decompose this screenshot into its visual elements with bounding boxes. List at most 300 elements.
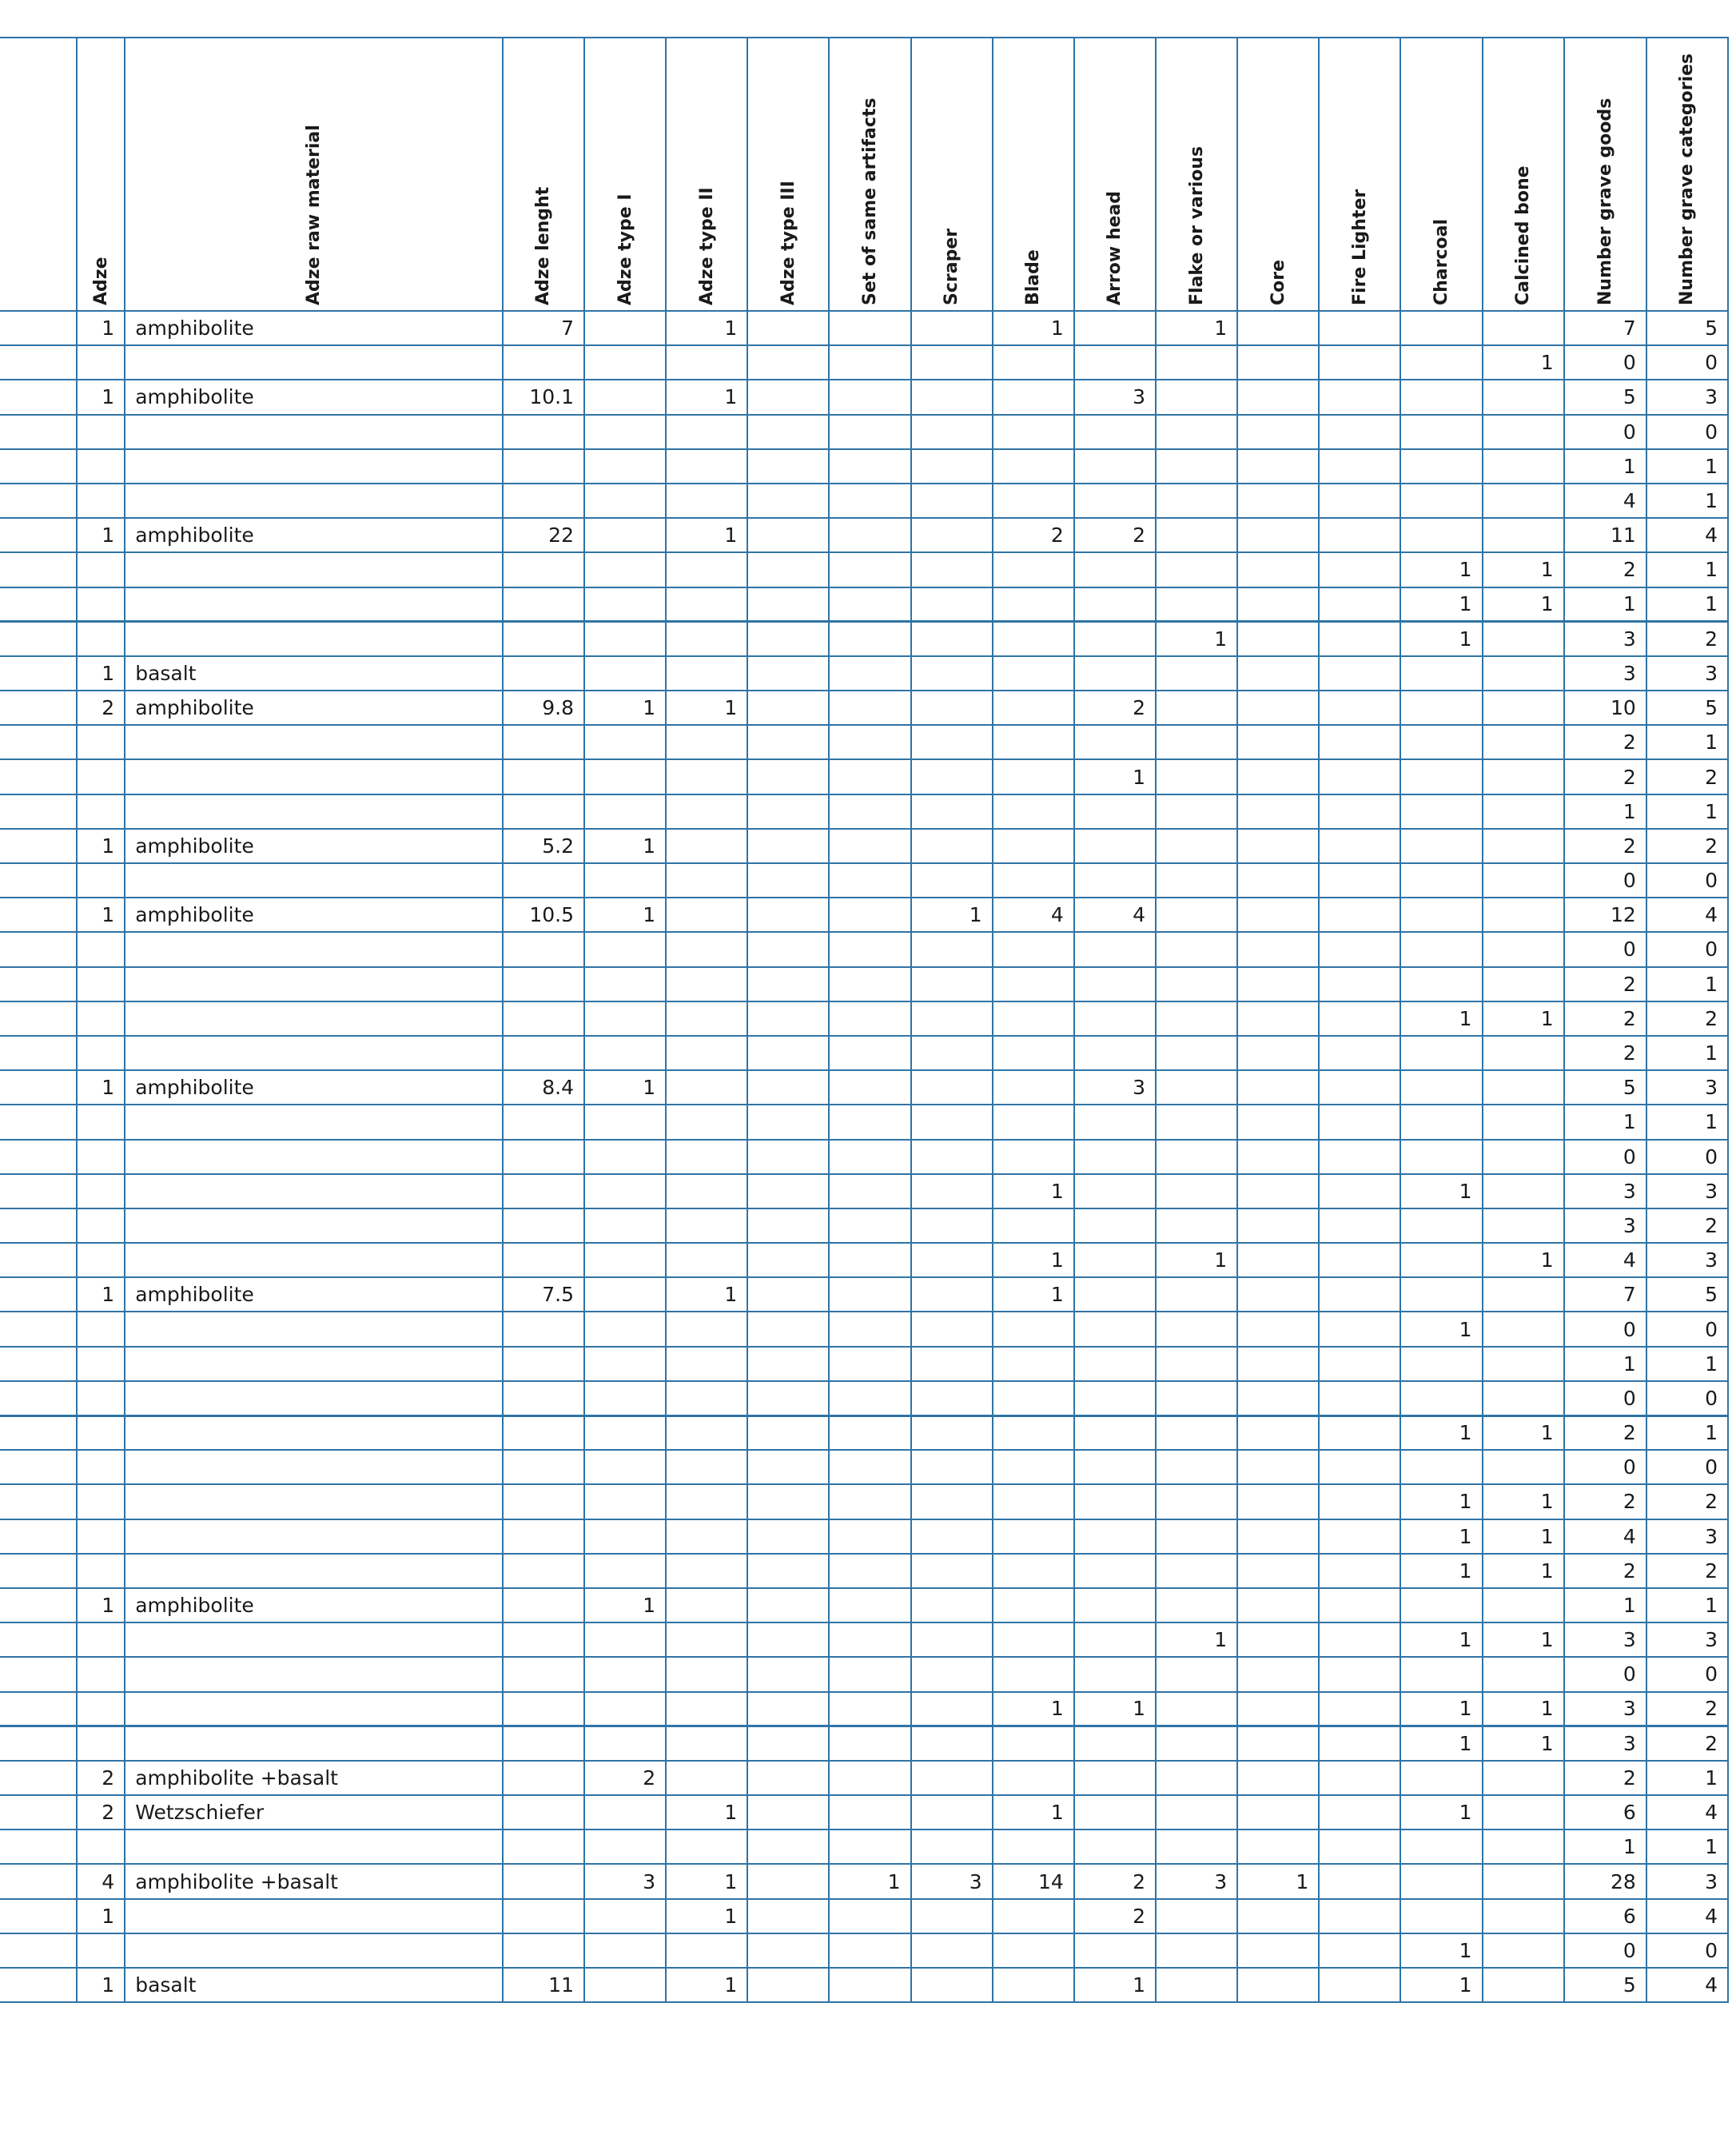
table-cell: 1	[1156, 311, 1237, 345]
table-cell: 1	[1483, 1484, 1564, 1519]
table-cell	[584, 1312, 666, 1346]
table-cell: 1	[77, 898, 125, 932]
table-cell	[503, 1726, 584, 1761]
table-cell	[1156, 691, 1237, 725]
table-cell: 1	[1400, 1001, 1482, 1036]
table-cell	[1237, 1692, 1319, 1726]
table-cell	[911, 552, 993, 587]
table-cell	[77, 587, 125, 622]
table-cell: 1	[1400, 1312, 1482, 1346]
table-cell	[0, 1105, 77, 1139]
grave-goods-table	[0, 37, 1729, 2003]
table-cell	[0, 1864, 77, 1898]
table-cell: 1	[1564, 1829, 1646, 1864]
table-cell	[584, 759, 666, 794]
column-header	[125, 38, 503, 311]
table-cell	[993, 1105, 1074, 1139]
column-header	[829, 38, 910, 311]
table-cell: 1	[1400, 1519, 1482, 1554]
table-cell: 3	[911, 1864, 993, 1898]
table-cell	[829, 932, 910, 966]
table-cell	[666, 345, 747, 380]
table-cell	[747, 1312, 829, 1346]
table-cell	[666, 1726, 747, 1761]
table-cell	[829, 1968, 910, 2002]
table-cell: 1	[1646, 967, 1728, 1001]
table-cell	[1156, 1036, 1237, 1070]
table-cell	[503, 1036, 584, 1070]
table-cell: 1	[77, 380, 125, 414]
table-cell	[1400, 1657, 1482, 1691]
table-row	[0, 1968, 1728, 2002]
table-cell: 4	[1564, 484, 1646, 518]
table-cell	[829, 656, 910, 691]
table-cell	[1319, 829, 1400, 863]
table-cell: 3	[1646, 1864, 1728, 1898]
table-cell	[829, 1208, 910, 1243]
table-cell: 1	[993, 1692, 1074, 1726]
table-cell	[1074, 967, 1156, 1001]
table-cell	[747, 622, 829, 656]
table-cell	[584, 1829, 666, 1864]
table-cell	[77, 1554, 125, 1588]
table-cell: 1	[77, 311, 125, 345]
table-cell	[993, 1829, 1074, 1864]
table-cell: 1	[1400, 1622, 1482, 1657]
table-cell	[0, 1968, 77, 2002]
table-cell	[1483, 1174, 1564, 1208]
table-cell	[911, 863, 993, 898]
table-cell	[829, 1450, 910, 1484]
table-cell: 4	[1646, 1968, 1728, 2002]
table-cell	[1074, 1243, 1156, 1277]
table-cell	[747, 1899, 829, 1933]
table-cell	[666, 829, 747, 863]
table-cell	[993, 552, 1074, 587]
table-cell: 1	[1400, 1968, 1482, 2002]
table-cell: 2	[1564, 1001, 1646, 1036]
table-cell	[1237, 898, 1319, 932]
table-cell	[829, 1899, 910, 1933]
table-cell: 2	[1646, 1484, 1728, 1519]
table-cell	[0, 1174, 77, 1208]
table-cell	[1074, 1554, 1156, 1588]
table-cell	[0, 1036, 77, 1070]
table-cell	[503, 1381, 584, 1415]
table-cell	[911, 587, 993, 622]
table-cell: 1	[993, 1277, 1074, 1312]
table-cell	[503, 656, 584, 691]
table-cell: 1	[1646, 1761, 1728, 1795]
table-cell	[503, 1795, 584, 1829]
table-cell	[993, 1968, 1074, 2002]
table-cell	[125, 345, 503, 380]
table-cell	[1319, 1312, 1400, 1346]
table-cell: 1	[1400, 1933, 1482, 1968]
column-header-label: Adze lenght	[533, 186, 554, 305]
column-header-label: Core	[1268, 259, 1288, 305]
table-cell	[829, 311, 910, 345]
table-cell	[77, 484, 125, 518]
table-cell	[993, 1347, 1074, 1381]
table-cell: 1	[1483, 1243, 1564, 1277]
table-cell	[503, 622, 584, 656]
table-cell	[1074, 552, 1156, 587]
table-cell	[1156, 587, 1237, 622]
table-cell	[829, 1001, 910, 1036]
table-cell	[1319, 1415, 1400, 1450]
table-cell	[666, 656, 747, 691]
column-header	[1646, 38, 1728, 311]
table-cell	[829, 829, 910, 863]
table-cell: 2	[1646, 1692, 1728, 1726]
table-cell	[1319, 415, 1400, 449]
table-cell	[0, 1692, 77, 1726]
table-cell	[666, 1829, 747, 1864]
table-cell	[1400, 1864, 1482, 1898]
table-cell	[911, 1554, 993, 1588]
table-cell	[1400, 1899, 1482, 1933]
table-cell: 1	[993, 1795, 1074, 1829]
table-cell	[125, 1692, 503, 1726]
table-cell	[125, 863, 503, 898]
table-row	[0, 1105, 1728, 1139]
table-cell	[1483, 794, 1564, 829]
table-cell	[125, 759, 503, 794]
table-cell	[0, 449, 77, 484]
table-cell	[911, 656, 993, 691]
table-cell	[993, 794, 1074, 829]
table-cell	[1156, 829, 1237, 863]
table-cell	[1483, 449, 1564, 484]
table-cell	[1237, 932, 1319, 966]
table-cell	[1156, 1140, 1237, 1174]
column-header	[1237, 38, 1319, 311]
table-cell	[666, 1415, 747, 1450]
table-cell: 1	[666, 380, 747, 414]
table-cell: 5	[1646, 1277, 1728, 1312]
table-cell: 0	[1646, 1657, 1728, 1691]
table-cell	[584, 1208, 666, 1243]
table-cell	[666, 967, 747, 1001]
table-cell	[993, 932, 1074, 966]
table-cell: 1	[1564, 794, 1646, 829]
table-cell: 2	[1074, 1864, 1156, 1898]
table-cell	[584, 449, 666, 484]
table-row	[0, 691, 1728, 725]
table-cell	[747, 1105, 829, 1139]
table-cell: amphibolite	[125, 380, 503, 414]
table-cell	[1400, 725, 1482, 759]
table-cell	[1483, 415, 1564, 449]
table-cell	[584, 1415, 666, 1450]
table-cell	[747, 863, 829, 898]
table-cell	[1400, 1070, 1482, 1105]
table-cell: 5	[1564, 1070, 1646, 1105]
table-cell	[125, 1381, 503, 1415]
table-cell	[993, 1588, 1074, 1622]
table-cell: 0	[1564, 1381, 1646, 1415]
table-cell: 2	[993, 518, 1074, 552]
table-cell	[1074, 1140, 1156, 1174]
table-cell: 2	[1646, 1726, 1728, 1761]
table-cell	[1074, 829, 1156, 863]
table-cell	[0, 380, 77, 414]
table-cell: 1	[1483, 1519, 1564, 1554]
table-cell	[747, 1036, 829, 1070]
table-cell	[1237, 1070, 1319, 1105]
table-cell	[584, 1450, 666, 1484]
table-cell: 1	[666, 1277, 747, 1312]
table-cell	[1319, 1381, 1400, 1415]
table-cell	[666, 484, 747, 518]
table-cell	[584, 1657, 666, 1691]
table-cell: 5	[1646, 691, 1728, 725]
table-cell	[829, 1140, 910, 1174]
table-cell	[1237, 484, 1319, 518]
table-cell: 2	[1646, 1554, 1728, 1588]
table-cell	[0, 1588, 77, 1622]
table-cell	[1483, 1795, 1564, 1829]
table-cell	[666, 1105, 747, 1139]
table-cell	[1483, 967, 1564, 1001]
table-cell	[911, 380, 993, 414]
table-cell	[584, 1347, 666, 1381]
table-cell: 1	[1400, 1484, 1482, 1519]
table-cell	[1237, 1933, 1319, 1968]
table-cell	[1319, 449, 1400, 484]
table-cell: 1	[911, 898, 993, 932]
table-cell	[829, 1554, 910, 1588]
table-cell: 7	[1564, 1277, 1646, 1312]
column-header-label: Arrow head	[1105, 191, 1125, 305]
table-cell	[993, 1519, 1074, 1554]
table-cell	[1074, 1036, 1156, 1070]
table-cell: 1	[829, 1864, 910, 1898]
table-cell	[0, 1657, 77, 1691]
table-cell	[666, 1174, 747, 1208]
table-cell	[1483, 898, 1564, 932]
table-cell	[1237, 1450, 1319, 1484]
table-cell	[0, 759, 77, 794]
table-cell: 2	[1564, 725, 1646, 759]
table-cell	[503, 1140, 584, 1174]
table-cell	[1237, 1208, 1319, 1243]
table-row	[0, 449, 1728, 484]
table-cell	[911, 1174, 993, 1208]
table-cell	[747, 1933, 829, 1968]
table-cell	[666, 1208, 747, 1243]
table-cell	[1156, 1001, 1237, 1036]
table-cell	[1483, 1312, 1564, 1346]
table-cell	[1156, 1208, 1237, 1243]
table-cell	[0, 587, 77, 622]
table-cell	[0, 1001, 77, 1036]
table-cell: 1	[1400, 1726, 1482, 1761]
table-cell: 22	[503, 518, 584, 552]
table-cell	[1074, 725, 1156, 759]
table-cell	[125, 552, 503, 587]
table-cell: 8.4	[503, 1070, 584, 1105]
table-row	[0, 1933, 1728, 1968]
table-cell: 2	[1564, 1036, 1646, 1070]
table-cell	[503, 759, 584, 794]
table-cell: 3	[1564, 1622, 1646, 1657]
table-cell: 2	[1564, 552, 1646, 587]
table-row	[0, 1450, 1728, 1484]
table-cell	[0, 1381, 77, 1415]
column-header-label: Blade	[1023, 249, 1044, 305]
table-cell	[911, 1657, 993, 1691]
table-cell	[0, 1519, 77, 1554]
table-cell	[1483, 656, 1564, 691]
table-cell: 2	[1074, 691, 1156, 725]
table-row	[0, 656, 1728, 691]
table-cell	[584, 794, 666, 829]
table-cell	[77, 1001, 125, 1036]
table-cell	[747, 1208, 829, 1243]
table-cell	[1319, 345, 1400, 380]
table-cell	[666, 1347, 747, 1381]
table-cell: 0	[1646, 1312, 1728, 1346]
table-cell	[77, 1692, 125, 1726]
table-cell	[125, 932, 503, 966]
table-cell	[1074, 1277, 1156, 1312]
table-row	[0, 518, 1728, 552]
table-cell	[829, 967, 910, 1001]
table-cell: 1	[666, 518, 747, 552]
table-cell	[747, 725, 829, 759]
column-header	[1156, 38, 1237, 311]
table-cell	[1483, 1588, 1564, 1622]
table-cell	[77, 725, 125, 759]
table-cell	[1237, 622, 1319, 656]
table-cell	[666, 1554, 747, 1588]
table-cell	[747, 829, 829, 863]
table-cell	[1400, 484, 1482, 518]
table-cell	[1074, 656, 1156, 691]
table-cell	[829, 345, 910, 380]
table-cell	[829, 1070, 910, 1105]
table-cell	[747, 1657, 829, 1691]
table-cell	[1074, 1933, 1156, 1968]
table-cell	[993, 656, 1074, 691]
table-cell	[0, 1208, 77, 1243]
table-cell	[1319, 1657, 1400, 1691]
table-cell	[1319, 1622, 1400, 1657]
table-cell	[1074, 1208, 1156, 1243]
table-cell	[1483, 1070, 1564, 1105]
table-cell	[1156, 1174, 1237, 1208]
table-cell	[1319, 1761, 1400, 1795]
table-cell	[666, 1622, 747, 1657]
table-cell: 1	[1483, 552, 1564, 587]
table-cell	[1400, 1140, 1482, 1174]
table-cell	[0, 518, 77, 552]
table-cell	[1237, 1174, 1319, 1208]
table-cell	[503, 1588, 584, 1622]
table-cell: 2	[1564, 1554, 1646, 1588]
table-cell	[1237, 1519, 1319, 1554]
table-cell	[1319, 725, 1400, 759]
table-cell	[1237, 1726, 1319, 1761]
table-cell: 3	[1074, 380, 1156, 414]
table-cell	[584, 1692, 666, 1726]
table-cell: 1	[1646, 1415, 1728, 1450]
table-cell: 1	[1646, 794, 1728, 829]
table-cell	[829, 1795, 910, 1829]
table-cell	[125, 622, 503, 656]
table-cell	[1237, 1243, 1319, 1277]
table-cell	[829, 691, 910, 725]
table-cell	[993, 1070, 1074, 1105]
table-cell	[0, 898, 77, 932]
table-cell: 10.5	[503, 898, 584, 932]
table-cell	[829, 1933, 910, 1968]
table-cell	[1319, 1277, 1400, 1312]
table-cell	[911, 1312, 993, 1346]
table-cell	[1237, 1277, 1319, 1312]
table-cell	[125, 1140, 503, 1174]
table-cell	[77, 1174, 125, 1208]
table-cell	[1483, 1968, 1564, 2002]
table-cell	[77, 1657, 125, 1691]
table-cell	[1400, 1036, 1482, 1070]
table-cell	[1156, 1899, 1237, 1933]
table-cell	[1319, 484, 1400, 518]
table-cell	[0, 1450, 77, 1484]
table-cell	[666, 932, 747, 966]
table-cell	[1400, 1450, 1482, 1484]
table-cell	[584, 484, 666, 518]
table-cell	[911, 829, 993, 863]
table-cell	[1156, 759, 1237, 794]
table-cell	[993, 1726, 1074, 1761]
table-cell	[125, 1554, 503, 1588]
table-cell	[77, 1036, 125, 1070]
table-cell	[911, 1968, 993, 2002]
table-row	[0, 829, 1728, 863]
table-cell	[125, 1415, 503, 1450]
table-cell	[0, 552, 77, 587]
table-cell	[503, 725, 584, 759]
table-row	[0, 311, 1728, 345]
table-cell	[1237, 1657, 1319, 1691]
table-cell	[1400, 1105, 1482, 1139]
table-cell	[1483, 1933, 1564, 1968]
table-cell	[911, 1450, 993, 1484]
table-cell	[993, 1761, 1074, 1795]
table-cell	[747, 1622, 829, 1657]
table-cell: 1	[1646, 1588, 1728, 1622]
table-cell	[1156, 794, 1237, 829]
table-cell	[125, 1933, 503, 1968]
table-cell	[584, 380, 666, 414]
table-cell: 1	[1400, 587, 1482, 622]
table-cell	[1483, 1105, 1564, 1139]
table-cell	[666, 1692, 747, 1726]
table-cell	[77, 1140, 125, 1174]
table-cell	[77, 1381, 125, 1415]
table-cell	[911, 622, 993, 656]
table-cell	[1074, 1105, 1156, 1139]
table-cell	[993, 415, 1074, 449]
table-cell	[77, 967, 125, 1001]
table-cell	[829, 898, 910, 932]
table-cell: 2	[1564, 759, 1646, 794]
table-cell: 1	[584, 829, 666, 863]
table-cell	[1156, 932, 1237, 966]
